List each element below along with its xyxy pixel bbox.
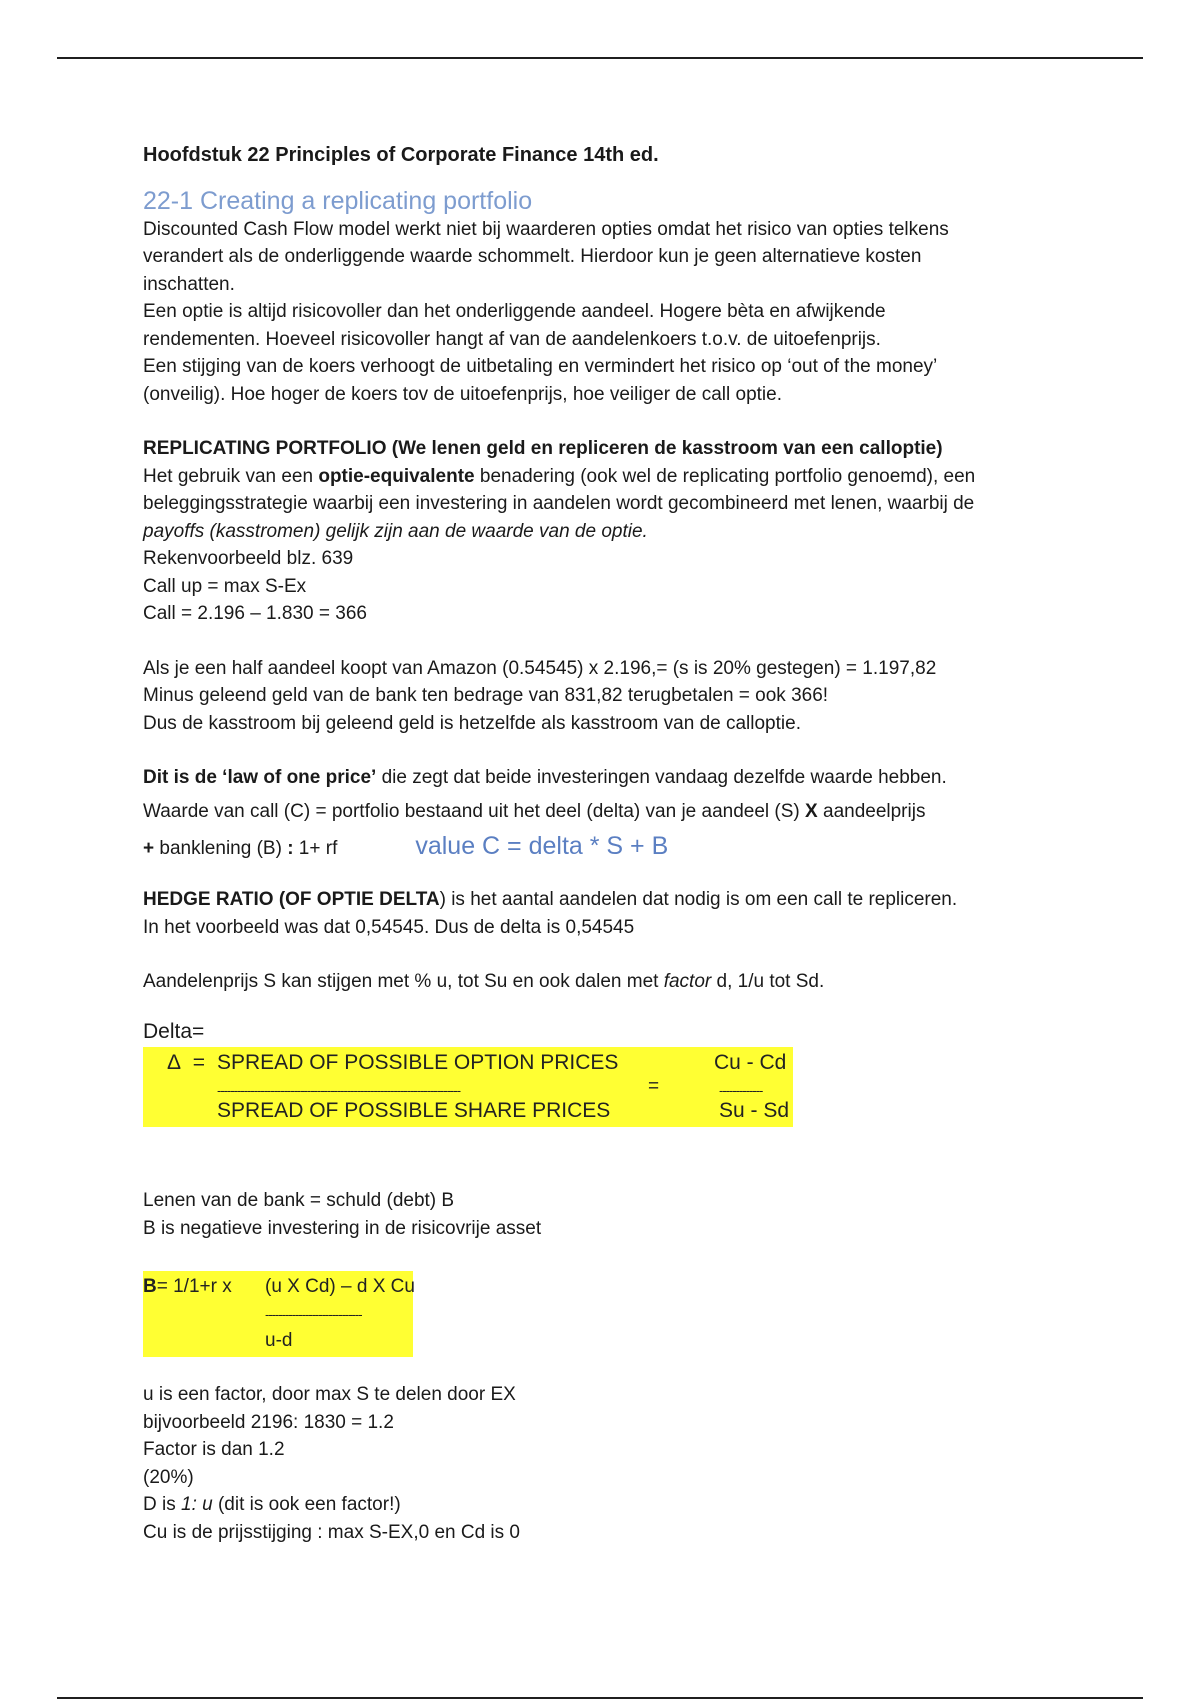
rp-line-2: beleggingsstrategie waarbij een investering in aandelen wordt gecombineerd met lenen, waarbij de (143, 493, 975, 514)
hedge-ratio-line: HEDGE RATIO (OF OPTIE DELTA) is het aantal aandelen dat nodig is om een call te repliceren. (143, 889, 958, 910)
rp-example-line: Rekenvoorbeeld blz. 639 (143, 548, 354, 569)
delta-formula-box (143, 1047, 793, 1127)
delta-right-bar: ------------- (719, 1083, 763, 1098)
amazon-line: Dus de kasstroom bij geleend geld is hetzelfde als kasstroom van de calloptie. (143, 712, 801, 734)
delta-label: Delta= (143, 1019, 205, 1043)
hedge-ratio-example: In het voorbeeld was dat 0,54545. Dus de delta is 0,54545 (143, 916, 635, 938)
cu-line: Cu is de prijsstijging : max S-EX,0 en Cd is 0 (143, 1521, 520, 1543)
delta-numerator: SPREAD OF POSSIBLE OPTION PRICES (217, 1051, 619, 1074)
value-formula: value C = delta * S + B (415, 832, 669, 860)
factor-line: bijvoorbeeld 2196: 1830 = 1.2 (143, 1411, 394, 1433)
intro-line: Discounted Cash Flow model werkt niet bij waarderen opties omdat het risico van opties telkens (143, 218, 949, 240)
b-formula-bar: ----------------------------- (265, 1307, 362, 1322)
delta-fraction-bar: ------------------------------------------------------------------------- (217, 1083, 461, 1098)
delta-denominator: SPREAD OF POSSIBLE SHARE PRICES (217, 1099, 611, 1122)
bank-loan-line: + banklening (B) : 1+ rf value C = delta * S + B (143, 832, 669, 860)
intro-line: rendementen. Hoeveel risicovoller hangt af van de aandelenkoers t.o.v. de uitoefenprijs. (143, 328, 881, 350)
rp-example-line: Call up = max S-Ex (143, 575, 307, 597)
law-of-one-price: Dit is de ‘law of one price’ die zegt dat beide investeringen vandaag dezelfde waarde hebben. (143, 767, 947, 788)
b-formula-left: B= 1/1+r x (143, 1276, 232, 1297)
lenen-line: B is negatieve investering in de risicovrije asset (143, 1217, 542, 1239)
factor-line: u is een factor, door max S te delen door EX (143, 1384, 516, 1405)
b-formula-denominator: u-d (265, 1330, 293, 1351)
intro-line: verandert als de onderliggende waarde schommelt. Hierdoor kun je geen alternatieve kosten (143, 246, 922, 267)
rp-example-line: Call = 2.196 – 1.830 = 366 (143, 603, 367, 624)
footer-rule (57, 1697, 1143, 1699)
b-formula-numerator: (u X Cd) – d X Cu (265, 1276, 415, 1297)
share-price-line: Aandelenprijs S kan stijgen met % u, tot Su en ook dalen met factor d, 1/u tot Sd. (143, 971, 825, 992)
intro-line: Een optie is altijd risicovoller dan het onderliggende aandeel. Hogere bèta en afwijkende (143, 301, 886, 322)
delta-equals: = (648, 1076, 660, 1097)
intro-line: Een stijging van de koers verhoogt de uitbetaling en vermindert het risico op ‘out of the money’ (143, 356, 938, 377)
delta-right-denominator: Su - Sd (719, 1099, 790, 1122)
section-heading: 22-1 Creating a replicating portfolio (143, 186, 533, 215)
delta-right-numerator: Cu - Cd (714, 1051, 787, 1074)
intro-line: inschatten. (143, 273, 235, 295)
page-title: Hoofdstuk 22 Principles of Corporate Finance 14th ed. (143, 144, 659, 166)
header-rule (57, 57, 1143, 59)
replicating-portfolio-heading: REPLICATING PORTFOLIO (We lenen geld en repliceren de kasstroom van een calloptie) (143, 438, 943, 459)
rp-line-3: payoffs (kasstromen) gelijk zijn aan de waarde van de optie. (143, 520, 648, 542)
rp-line-1: Het gebruik van een optie-equivalente benadering (ook wel de replicating portfolio genoemd), een (143, 465, 976, 487)
d-factor-line: D is 1: u (dit is ook een factor!) (143, 1494, 401, 1515)
factor-line: Factor is dan 1.2 (143, 1439, 285, 1460)
delta-symbol: Δ = (167, 1051, 205, 1074)
amazon-line: Als je een half aandeel koopt van Amazon (0.54545) x 2.196,= (s is 20% gestegen) = 1.197,82 (143, 657, 937, 679)
amazon-line: Minus geleend geld van de bank ten bedrage van 831,82 terugbetalen = ook 366! (143, 685, 829, 706)
b-formula-box (143, 1271, 413, 1357)
intro-line: (onveilig). Hoe hoger de koers tov de uitoefenprijs, hoe veiliger de call optie. (143, 383, 782, 405)
factor-line: (20%) (143, 1466, 194, 1488)
lenen-line: Lenen van de bank = schuld (debt) B (143, 1190, 455, 1211)
document-body (143, 142, 1063, 1546)
value-of-call-line: Waarde van call (C) = portfolio bestaand uit het deel (delta) van je aandeel (S) X aandeelprijs (143, 800, 926, 822)
